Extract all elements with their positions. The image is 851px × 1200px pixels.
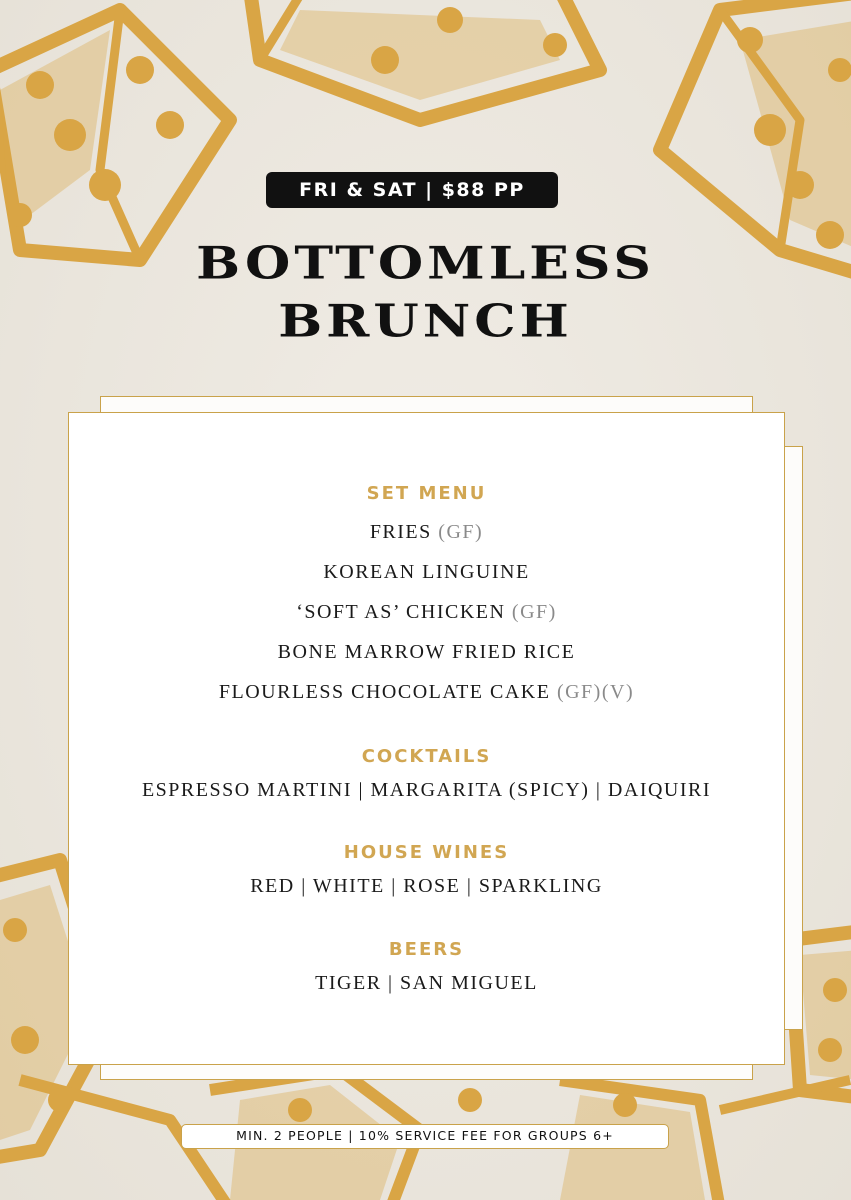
menu-item bbox=[69, 561, 784, 584]
dietary-tag: (GF)(V) bbox=[556, 681, 635, 703]
menu-item bbox=[69, 641, 784, 664]
beers-heading: BEERS bbox=[388, 939, 465, 960]
page-title-line-1: BOTTOMLESS bbox=[196, 237, 655, 290]
house-wines-list: RED | WHITE | ROSE | SPARKLING bbox=[250, 875, 603, 897]
footer-note: MIN. 2 PEOPLE | 10% SERVICE FEE FOR GROUPS 6+ bbox=[181, 1124, 669, 1149]
menu-item bbox=[69, 601, 784, 624]
menu-item-name: ‘SOFT AS’ CHICKEN bbox=[296, 601, 506, 623]
menu-item-name: KOREAN LINGUINE bbox=[323, 561, 530, 583]
menu-item bbox=[69, 521, 784, 544]
menu-item-name: BONE MARROW FRIED RICE bbox=[277, 641, 576, 663]
menu-item-name: FLOURLESS CHOCOLATE CAKE bbox=[218, 681, 551, 703]
menu-item-name: FRIES bbox=[369, 521, 432, 543]
menu-card bbox=[68, 412, 785, 1065]
cocktails-heading: COCKTAILS bbox=[361, 746, 492, 767]
menu-item bbox=[69, 681, 784, 704]
house-wines-heading: HOUSE WINES bbox=[343, 842, 510, 863]
page-title-line-2: BRUNCH bbox=[278, 295, 573, 348]
beers-list: TIGER | SAN MIGUEL bbox=[315, 972, 538, 994]
dietary-tag: (GF) bbox=[438, 521, 484, 543]
days-price-badge: FRI & SAT | $88 PP bbox=[266, 172, 558, 208]
dietary-tag: (GF) bbox=[511, 601, 557, 623]
cocktails-list: ESPRESSO MARTINI | MARGARITA (SPICY) | DAIQUIRI bbox=[141, 779, 712, 801]
set-menu-heading: SET MENU bbox=[366, 483, 487, 504]
